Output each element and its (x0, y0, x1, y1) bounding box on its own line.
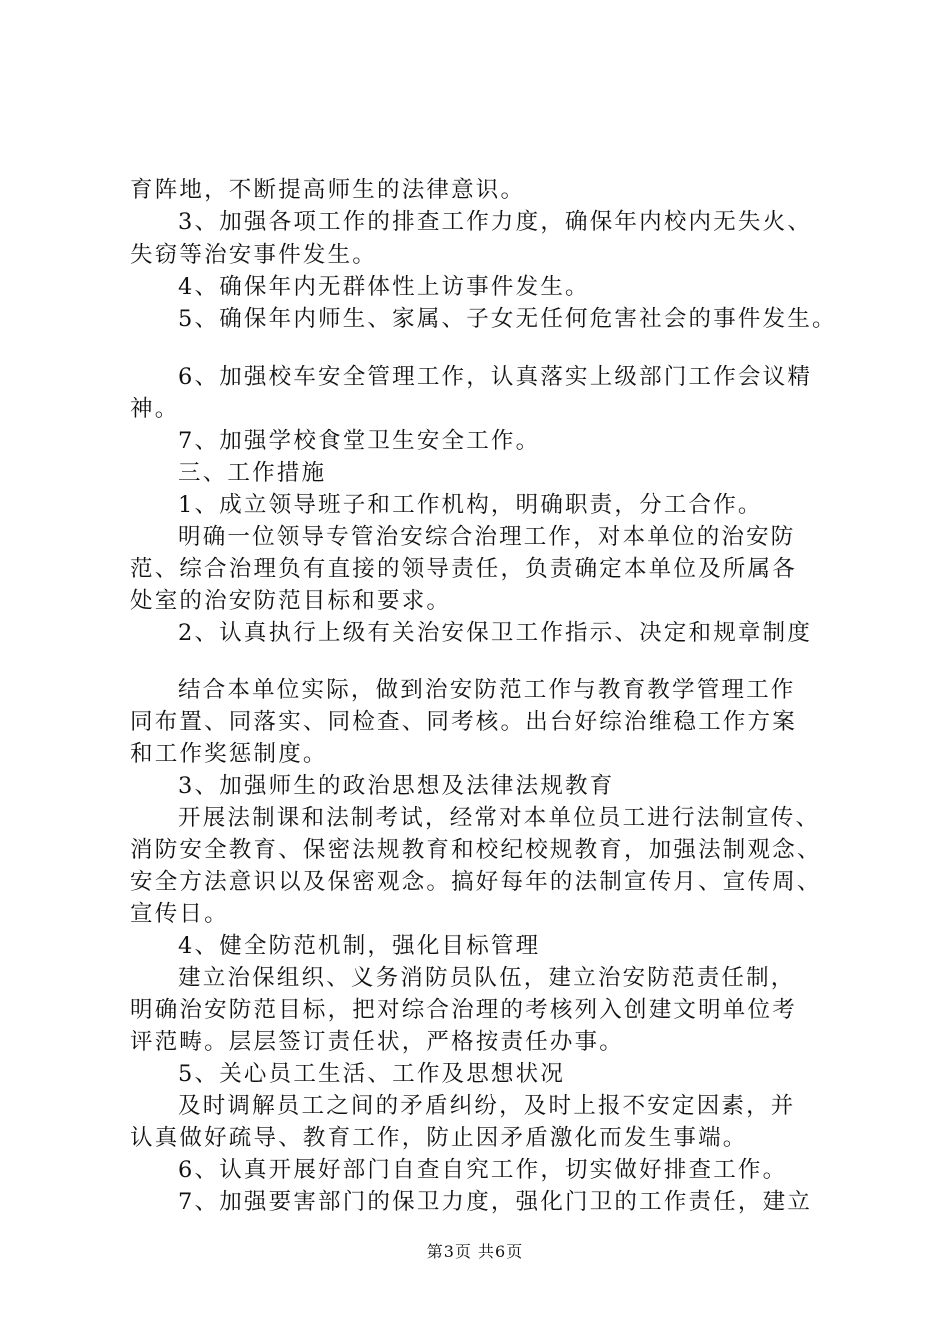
text-line: 7、加强要害部门的保卫力度，强化门卫的工作责任，建立 (178, 1189, 813, 1215)
text-line: 失窃等治安事件发生。 (130, 242, 378, 268)
text-line: 2、认真执行上级有关治安保卫工作指示、决定和规章制度 (178, 620, 813, 646)
text-line: 消防安全教育、保密法规教育和校纪校规教育，加强法制观念、 (130, 837, 822, 863)
text-line: 安全方法意识以及保密观念。搞好每年的法制宣传月、宣传周、 (130, 869, 822, 895)
text-line: 6、认真开展好部门自查自究工作，切实做好排查工作。 (178, 1157, 788, 1183)
text-line: 6、加强校车安全管理工作，认真落实上级部门工作会议精 (178, 364, 813, 390)
text-line: 及时调解员工之间的矛盾纠纷，及时上报不安定因素，并 (178, 1093, 796, 1119)
text-line: 3、加强师生的政治思想及法律法规教育 (178, 773, 615, 799)
text-line: 育阵地，不断提高师生的法律意识。 (130, 177, 526, 203)
text-line: 评范畴。层层签订责任状，严格按责任办事。 (130, 1029, 625, 1055)
section-heading: 三、工作措施 (178, 460, 327, 486)
text-line: 3、加强各项工作的排查工作力度，确保年内校内无失火、 (178, 209, 813, 235)
text-line: 神。 (130, 396, 180, 422)
text-line: 明确一位领导专管治安综合治理工作，对本单位的治安防 (178, 524, 796, 550)
text-line: 同布置、同落实、同检查、同考核。出台好综治维稳工作方案 (130, 709, 797, 735)
text-line: 处室的治安防范目标和要求。 (130, 588, 452, 614)
text-line: 范、综合治理负有直接的领导责任，负责确定本单位及所属各 (130, 556, 797, 582)
text-line: 建立治保组织、义务消防员队伍，建立治安防范责任制， (178, 965, 796, 991)
text-line: 宣传日。 (130, 901, 229, 927)
text-line: 1、成立领导班子和工作机构，明确职责，分工合作。 (178, 492, 763, 518)
text-line: 认真做好疏导、教育工作，防止因矛盾激化而发生事端。 (130, 1125, 748, 1151)
text-line: 4、确保年内无群体性上访事件发生。 (178, 274, 590, 300)
text-line: 4、健全防范机制，强化目标管理 (178, 933, 541, 959)
text-line: 5、关心员工生活、工作及思想状况 (178, 1061, 566, 1087)
text-line: 明确治安防范目标，把对综合治理的考核列入创建文明单位考 (130, 997, 797, 1023)
text-line: 开展法制课和法制考试，经常对本单位员工进行法制宣传、 (178, 805, 821, 831)
text-line: 5、确保年内师生、家属、子女无任何危害社会的事件发生。 (178, 306, 837, 332)
text-line: 7、加强学校食堂卫生安全工作。 (178, 428, 541, 454)
page-number-footer: 第3页 共6页 (426, 1242, 524, 1261)
text-line: 结合本单位实际，做到治安防范工作与教育教学管理工作 (178, 677, 796, 703)
text-line: 和工作奖惩制度。 (130, 741, 328, 767)
